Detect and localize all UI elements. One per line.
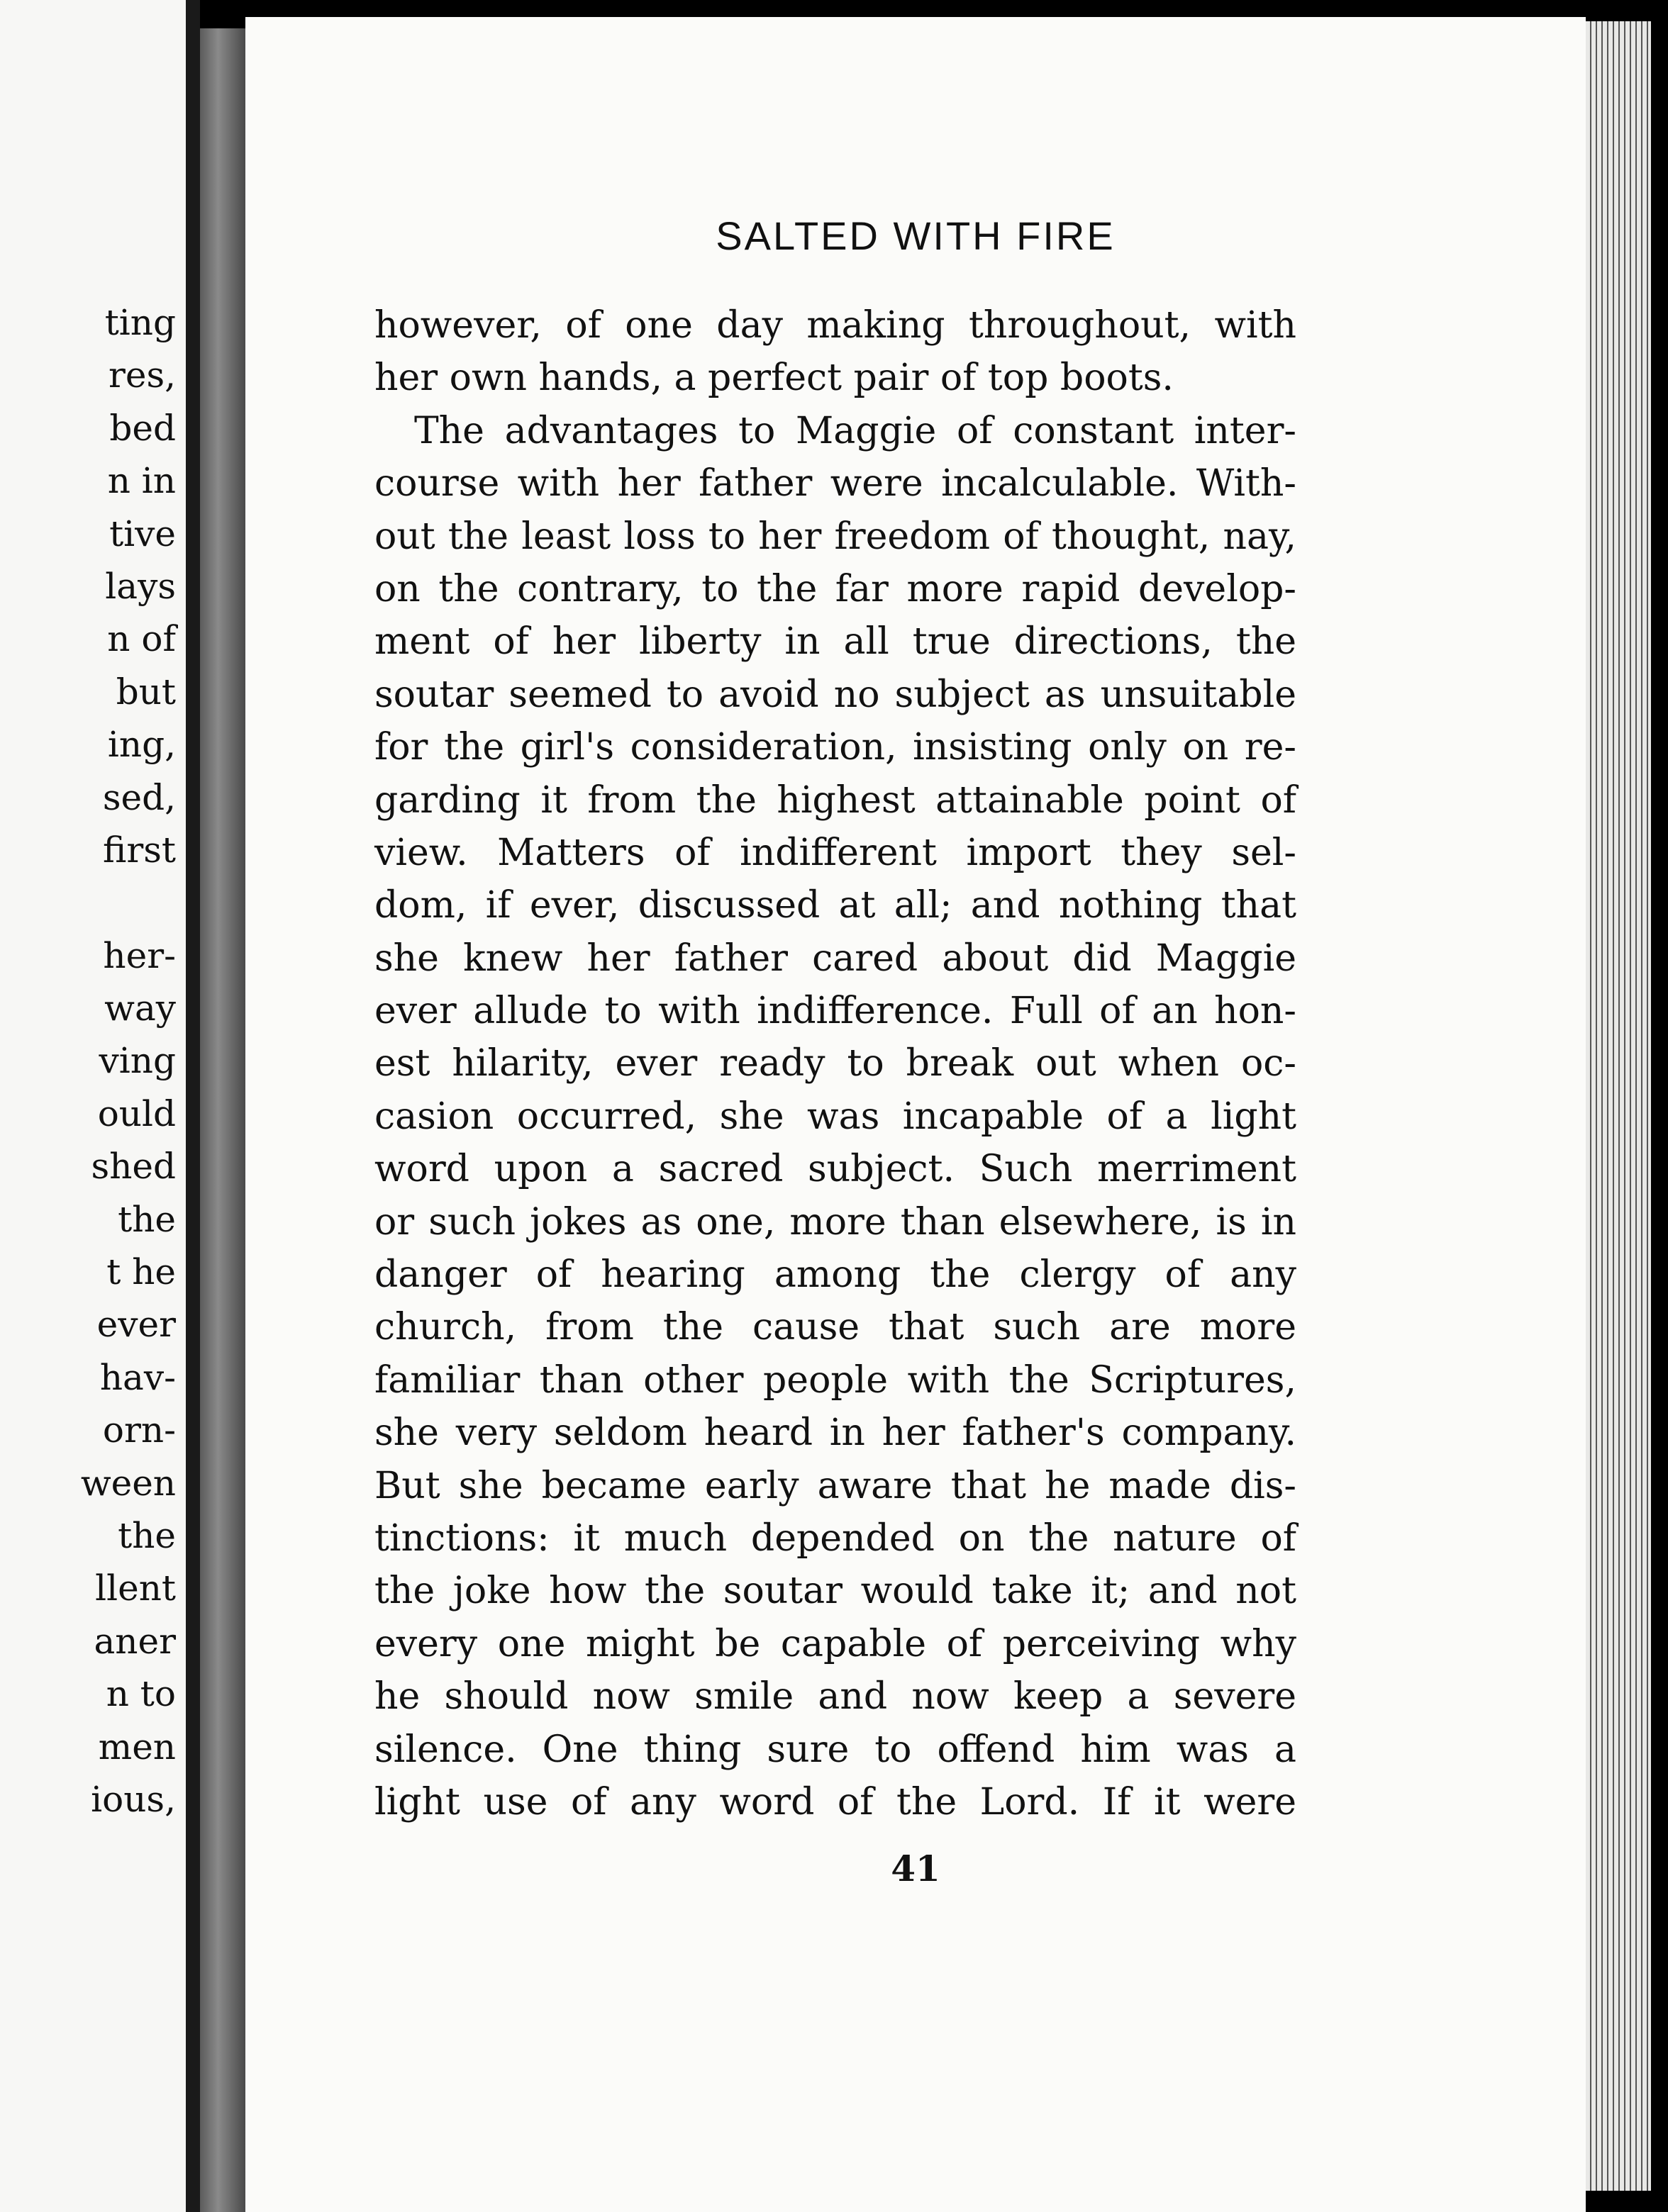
left-line: bed bbox=[109, 407, 176, 449]
text-line: dom, if ever, discussed at all; and nothing that bbox=[374, 884, 1296, 927]
text-line: course with her father were incalculable. With- bbox=[374, 462, 1296, 505]
left-line bbox=[13, 876, 176, 929]
text-line: however, of one day making throughout, with bbox=[374, 304, 1296, 347]
left-page bbox=[0, 0, 186, 2212]
body-text bbox=[374, 299, 1296, 1828]
text-line: out the least loss to her freedom of thought, nay, bbox=[374, 515, 1296, 558]
page-number: 41 bbox=[891, 1848, 940, 1889]
left-line: ould bbox=[97, 1093, 176, 1134]
book-spine bbox=[200, 28, 245, 2212]
text-line: ment of her liberty in all true directions, the bbox=[374, 620, 1296, 664]
left-line: ween bbox=[80, 1462, 176, 1504]
text-line: she very seldom heard in her father's company. bbox=[374, 1412, 1296, 1455]
left-line: aner bbox=[94, 1620, 176, 1662]
text-line: or such jokes as one, more than elsewhere, is in bbox=[374, 1200, 1296, 1244]
text-line: The advantages to Maggie of constant inter- bbox=[414, 409, 1296, 452]
text-line: silence. One thing sure to offend him was a bbox=[374, 1728, 1296, 1771]
left-line: ving bbox=[99, 1040, 176, 1082]
running-head: SALTED WITH FIRE bbox=[716, 213, 1116, 258]
text-line: danger of hearing among the clergy of any bbox=[374, 1253, 1296, 1297]
text-line: light use of any word of the Lord. If it were bbox=[374, 1780, 1296, 1823]
text-line: on the contrary, to the far more rapid develop- bbox=[374, 567, 1296, 610]
left-line: n in bbox=[107, 460, 176, 502]
gutter-shadow bbox=[186, 0, 200, 2212]
page-edges bbox=[1586, 21, 1651, 2191]
left-line: hav- bbox=[99, 1356, 176, 1398]
left-line: ing, bbox=[107, 724, 176, 766]
left-line: orn- bbox=[102, 1409, 176, 1451]
text-line: ever allude to with indifference. Full of an hon- bbox=[374, 990, 1296, 1033]
left-line: but bbox=[116, 671, 176, 713]
left-line: ting bbox=[104, 302, 176, 343]
text-line: tinctions: it much depended on the nature of bbox=[374, 1516, 1296, 1560]
text-line: But she became early aware that he made dis- bbox=[374, 1464, 1296, 1507]
text-line: her own hands, a perfect pair of top boots. bbox=[374, 357, 1174, 400]
text-line: she knew her father cared about did Maggie bbox=[374, 937, 1296, 980]
text-line: garding it from the highest attainable point of bbox=[374, 778, 1296, 822]
text-line: word upon a sacred subject. Such merriment bbox=[374, 1148, 1296, 1191]
text-line: church, from the cause that such are more bbox=[374, 1306, 1296, 1349]
left-line: the bbox=[118, 1198, 176, 1240]
left-line: the bbox=[118, 1514, 176, 1556]
left-line: t he bbox=[106, 1251, 176, 1293]
text-line: familiar than other people with the Scriptures, bbox=[374, 1358, 1296, 1402]
left-page-text bbox=[13, 296, 176, 1826]
left-line: n to bbox=[106, 1673, 176, 1715]
left-line: tive bbox=[109, 513, 176, 554]
text-line: view. Matters of indifferent import they sel- bbox=[374, 831, 1296, 874]
left-line: n of bbox=[107, 618, 176, 660]
left-line: ever bbox=[96, 1304, 176, 1346]
left-line: men bbox=[98, 1726, 176, 1767]
text-line: the joke how the soutar would take it; and not bbox=[374, 1570, 1296, 1613]
text-line: for the girl's consideration, insisting only on re- bbox=[374, 726, 1296, 769]
left-line: res, bbox=[108, 354, 176, 396]
text-line: est hilarity, ever ready to break out when oc- bbox=[374, 1042, 1296, 1085]
left-line: first bbox=[102, 829, 176, 871]
left-line: shed bbox=[91, 1146, 176, 1188]
left-line: her- bbox=[103, 934, 176, 976]
text-line: he should now smile and now keep a severe bbox=[374, 1675, 1296, 1719]
text-line: soutar seemed to avoid no subject as unsuitable bbox=[374, 673, 1296, 716]
text-line: every one might be capable of perceiving why bbox=[374, 1622, 1296, 1665]
left-line: llent bbox=[95, 1568, 176, 1609]
left-line: ious, bbox=[91, 1778, 176, 1820]
left-line: way bbox=[104, 988, 176, 1029]
text-line: casion occurred, she was incapable of a light bbox=[374, 1095, 1296, 1138]
left-line: sed, bbox=[102, 776, 176, 818]
left-line: lays bbox=[105, 565, 176, 607]
